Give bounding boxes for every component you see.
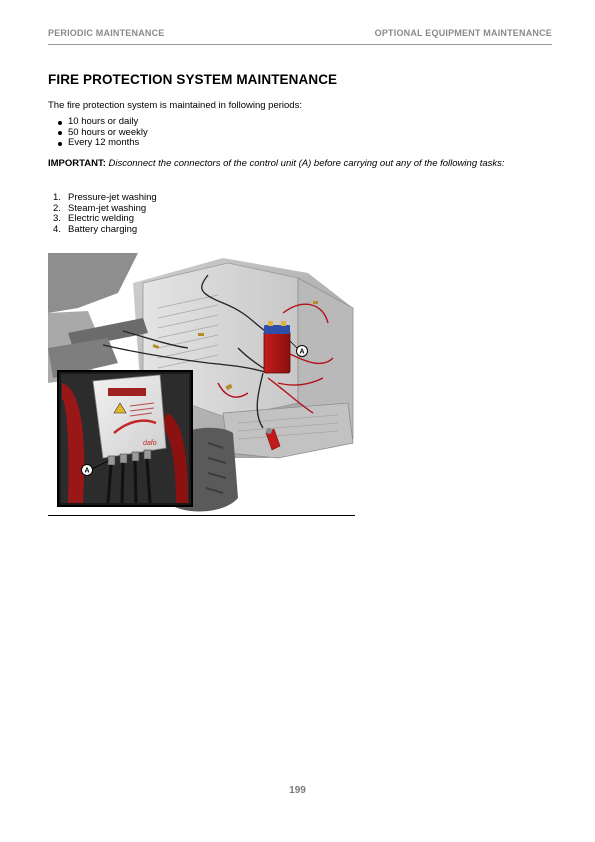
task-label: Pressure-jet washing (68, 192, 157, 203)
header-section-left: PERIODIC MAINTENANCE (48, 28, 165, 38)
list-item: 10 hours or daily (48, 117, 148, 128)
list-number: 2. (53, 202, 61, 214)
important-label: IMPORTANT: (48, 158, 106, 169)
list-number: 4. (53, 223, 61, 235)
header-section-right: OPTIONAL EQUIPMENT MAINTENANCE (374, 28, 552, 38)
machine-illustration (48, 253, 355, 516)
list-number: 1. (53, 192, 61, 203)
figure-divider (48, 515, 355, 516)
task-label: Electric welding (68, 213, 134, 224)
callout-label: A (84, 467, 90, 475)
list-number: 3. (53, 213, 61, 224)
task-list (48, 193, 157, 235)
important-note (48, 158, 538, 170)
important-text: Disconnect the connectors of the control unit (A) before carrying out any of the following tasks: (108, 158, 505, 169)
period-list (48, 117, 148, 149)
list-item: Every 12 months (48, 138, 148, 149)
list-item: 50 hours or weekly (48, 128, 148, 139)
callout-label: A (299, 348, 305, 356)
intro-text: The fire protection system is maintained in following periods: (48, 100, 302, 111)
fire-protection-figure (48, 253, 355, 516)
box-brand: dafo (143, 440, 157, 447)
task-label: Battery charging (68, 223, 138, 235)
page-number: 199 (289, 785, 306, 796)
page-header (48, 28, 552, 45)
list-item (48, 225, 157, 236)
page-title: FIRE PROTECTION SYSTEM MAINTENANCE (48, 72, 338, 87)
task-label: Steam-jet washing (68, 202, 147, 214)
